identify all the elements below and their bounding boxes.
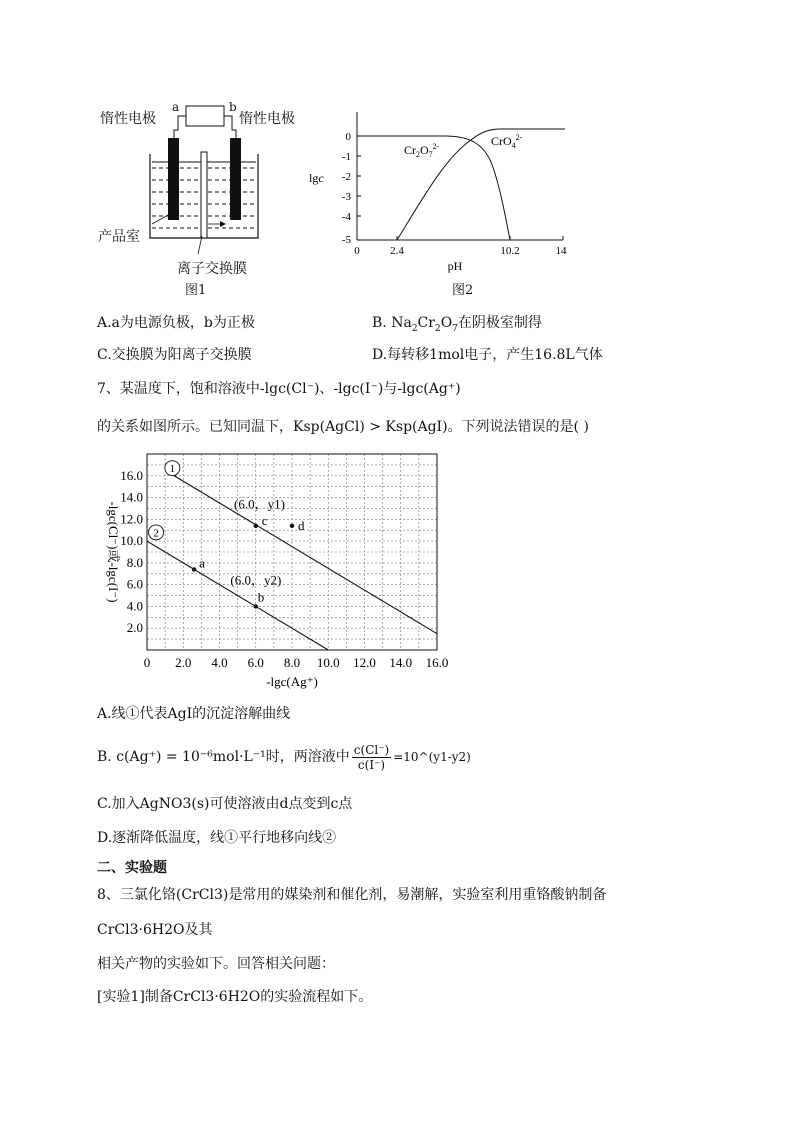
x-tick-label: 0 — [143, 655, 151, 670]
q8-line2: CrCl3·6H2O及其 — [97, 922, 213, 938]
section-heading: 二、实验题 — [97, 860, 167, 876]
left-electrode — [168, 138, 179, 220]
q7-option-b-denominator: c(I⁻) — [357, 757, 386, 772]
fig2-xtick: 10.2 — [500, 245, 520, 257]
membrane-label: 离子交换膜 — [177, 261, 247, 277]
y-axis-label: -lgc(Cl⁻)或-lgc(I⁻) — [106, 501, 121, 603]
wire-right — [224, 116, 236, 138]
figure-1-caption: 图1 — [185, 283, 207, 298]
series-line-1 — [174, 476, 437, 634]
point-label-a: a — [199, 555, 205, 571]
q8-line4: [实验1]制备CrCl3·6H2O的实验流程如下。 — [97, 989, 373, 1005]
fig2-xtick: 2.4 — [390, 245, 404, 257]
cr2o7-label: $Cr_2O_7^{2-}$ — [404, 142, 440, 159]
x-tick-label: 16.0 — [425, 655, 449, 670]
figure-2-caption: 图2 — [452, 283, 474, 298]
y-tick-label: 8.0 — [126, 554, 143, 570]
q7-option-b-fraction — [352, 743, 391, 772]
left-electrode-label: 惰性电极 — [100, 111, 156, 127]
fig2-ytick: -2 — [341, 171, 351, 183]
fig2-xtick: 0 — [354, 245, 360, 257]
q7-option-b-numerator: c(Cl⁻) — [353, 742, 390, 757]
q6-option-a: A.a为电源负极，b为正极 — [97, 315, 255, 331]
q7-option-b-prefix: B. c(Ag⁺) = 10⁻⁶mol·L⁻¹时，两溶液中 — [97, 749, 350, 765]
fig2-xtick: 14 — [555, 245, 567, 257]
fig2-xlabel: pH — [447, 259, 463, 273]
series-label-2: 2 — [153, 527, 159, 540]
q8-line1: 8、三氯化铬(CrCl3)是常用的媒染剂和催化剂，易潮解，实验室利用重铬酸钠制备 — [97, 887, 607, 903]
q6-option-b-formula: $Na_2Cr_2O_7$ — [391, 315, 458, 334]
cro4-label: CrO$_4^{2-}$ — [491, 133, 523, 150]
q6-option-b-suffix: 在阴极室制得 — [457, 315, 542, 331]
q6-option-d: D.每转移1mol电子，产生16.8L气体 — [372, 347, 603, 363]
x-tick-label: 2.0 — [175, 655, 192, 670]
y-tick-label: 4.0 — [126, 598, 143, 614]
y-tick-label: 12.0 — [120, 511, 143, 527]
right-electrode — [230, 138, 241, 220]
y-tick-label: 2.0 — [126, 620, 143, 636]
y-tick-label: 16.0 — [120, 467, 143, 483]
fig2-ytick: -4 — [341, 211, 351, 223]
y-tick-label: 6.0 — [126, 576, 143, 592]
q7-stem-line2: 的关系如图所示。已知同温下，Ksp(AgCl) > Ksp(AgI)。下列说法错误的是( ) — [97, 419, 589, 435]
point-a — [192, 567, 196, 571]
q7-option-c: C.加入AgNO3(s)可使溶液由d点变到c点 — [97, 796, 353, 812]
q7-option-d: D.逐渐降低温度，线①平行地移向线② — [97, 830, 337, 846]
q7-stem-line1: 7、某温度下，饱和溶液中-lgc(Cl⁻)、-lgc(I⁻)与-lgc(Ag⁺) — [97, 381, 461, 397]
series-label-1: 1 — [169, 463, 176, 476]
point-label-b: b — [257, 589, 265, 605]
x-tick-label: 8.0 — [283, 655, 301, 670]
electrode-label-a: a — [172, 100, 180, 114]
q6-option-b — [372, 314, 542, 338]
ion-exchange-membrane — [201, 152, 207, 238]
q6-option-b-prefix: B. — [372, 315, 392, 331]
point-label-d: d — [298, 517, 305, 533]
x-tick-label: 6.0 — [247, 655, 264, 670]
annotation-y2: (6.0，y2) — [230, 572, 282, 588]
y-tick-label: 10.0 — [120, 533, 143, 549]
point-d — [290, 524, 294, 528]
q8-line3: 相关产物的实验如下。回答相关问题： — [97, 956, 335, 972]
cr2o7-curve — [357, 136, 510, 240]
q7-option-a: A.线①代表AgI的沉淀溶解曲线 — [97, 706, 291, 722]
series-line-2 — [147, 541, 328, 650]
x-tick-label: 4.0 — [211, 655, 228, 670]
x-tick-label: 10.0 — [316, 655, 340, 670]
product-room-label: 产品室 — [98, 229, 140, 245]
x-axis-label: -lgc(Ag⁺) — [266, 674, 318, 689]
q7-precipitation-chart — [95, 448, 465, 693]
right-electrode-label: 惰性电极 — [239, 111, 295, 127]
point-c — [254, 524, 258, 528]
fig2-ytick: -1 — [341, 151, 351, 163]
x-tick-label: 14.0 — [389, 655, 413, 670]
fig2-ytick: 0 — [345, 131, 351, 143]
figure-2-lgc-ph-chart — [305, 98, 585, 278]
q6-option-c: C.交换膜为阳离子交换膜 — [97, 347, 252, 363]
fig2-ytick: -3 — [341, 191, 351, 203]
electrode-label-b: b — [229, 100, 237, 114]
q7-option-b-result: =10^(y1-y2) — [393, 750, 471, 764]
point-label-c: c — [261, 512, 268, 528]
q7-option-b — [97, 740, 471, 774]
annotation-y1: (6.0，y1) — [234, 496, 285, 512]
y-tick-label: 14.0 — [120, 489, 143, 505]
x-tick-label: 12.0 — [353, 655, 376, 670]
fig2-ylabel: lgc — [309, 171, 324, 185]
fig2-ytick: -5 — [341, 234, 351, 246]
point-b — [254, 604, 258, 608]
power-source-box — [186, 106, 224, 126]
wire-left — [174, 116, 186, 138]
